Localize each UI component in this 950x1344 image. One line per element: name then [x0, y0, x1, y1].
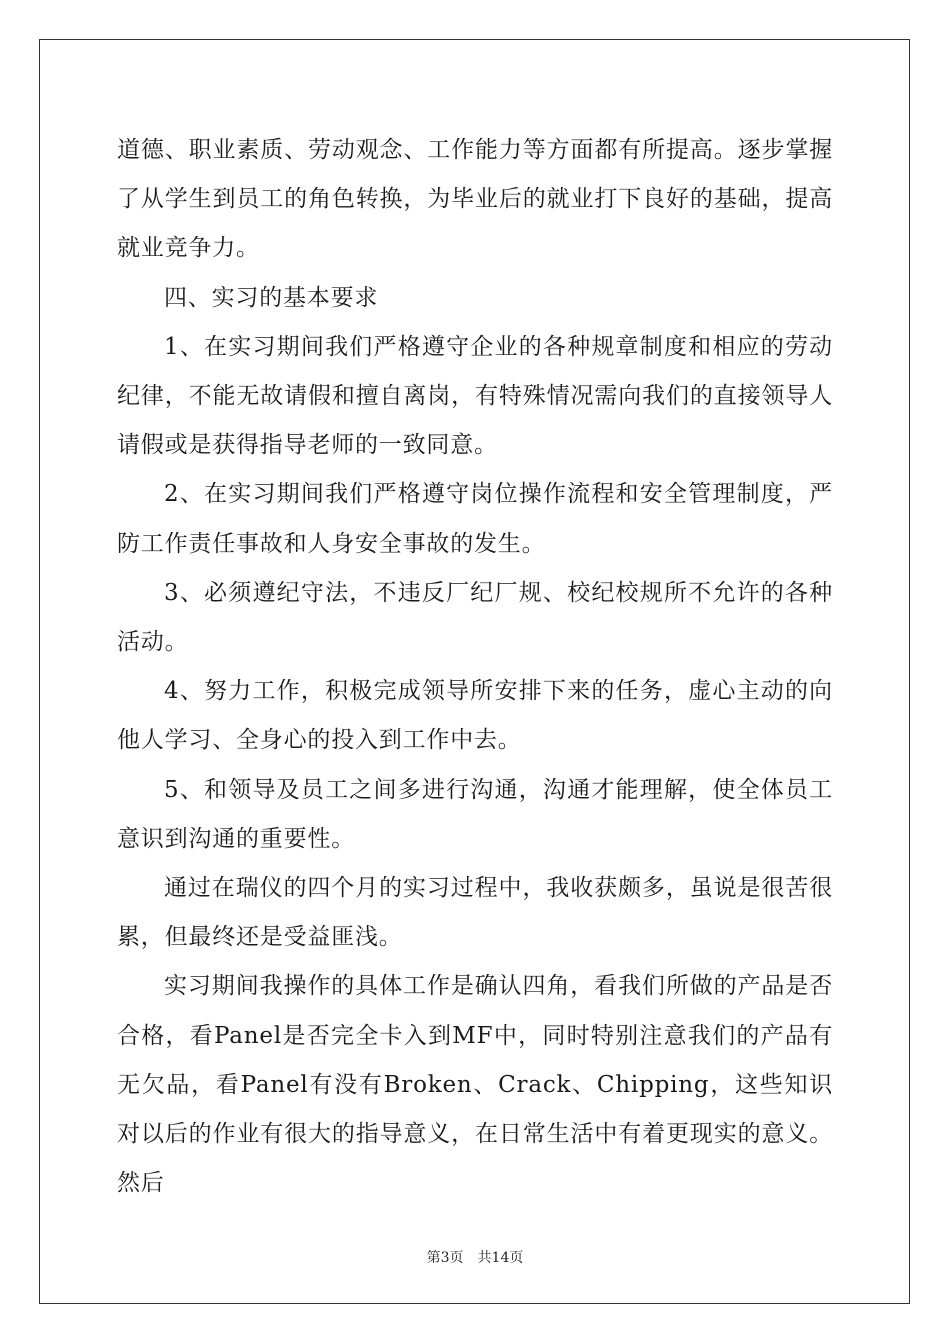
page-footer	[0, 1247, 950, 1267]
document-body	[117, 126, 833, 1208]
paragraph-requirement-3: 3、必须遵纪守法，不违反厂纪厂规、校纪校规所不允许的各种活动。	[117, 579, 833, 656]
page-total: 共14页	[477, 1250, 524, 1266]
paragraph-requirement-5: 5、和领导及员工之间多进行沟通，沟通才能理解，使全体员工意识到沟通的重要性。	[117, 776, 833, 852]
paragraph-requirement-4: 4、努力工作，积极完成领导所安排下来的任务，虚心主动的向他人学习、全身心的投入到工作中去。	[117, 678, 833, 754]
paragraph-requirement-2: 2、在实习期间我们严格遵守岗位操作流程和安全管理制度，严防工作责任事故和人身安全事故的发生。	[117, 481, 833, 557]
paragraph-1: 道德、职业素质、劳动观念、工作能力等方面都有所提高。逐步掌握了从学生到员工的角色转换，为毕业后的就业打下良好的基础，提高就业竞争力。	[117, 137, 833, 262]
paragraph-work-details: 实习期间我操作的具体工作是确认四角，看我们所做的产品是否合格，看Panel是否完全卡入到MF中，同时特别注意我们的产品有无欠品，看Panel有没有Broken、Crack、Chipping，这些知识对以后的作业有很大的指导意义，在日常生活中有着更现实的意义。然后	[117, 973, 833, 1197]
section-heading-requirements: 四、实习的基本要求	[164, 284, 379, 311]
paragraph-requirement-1: 1、在实习期间我们严格遵守企业的各种规章制度和相应的劳动纪律，不能无故请假和擅自离岗，有特殊情况需向我们的直接领导人请假或是获得指导老师的一致同意。	[117, 333, 833, 459]
page-number: 第3页	[426, 1250, 464, 1266]
paragraph-summary: 通过在瑞仪的四个月的实习过程中，我收获颇多，虽说是很苦很累，但最终还是受益匪浅。	[117, 875, 833, 951]
